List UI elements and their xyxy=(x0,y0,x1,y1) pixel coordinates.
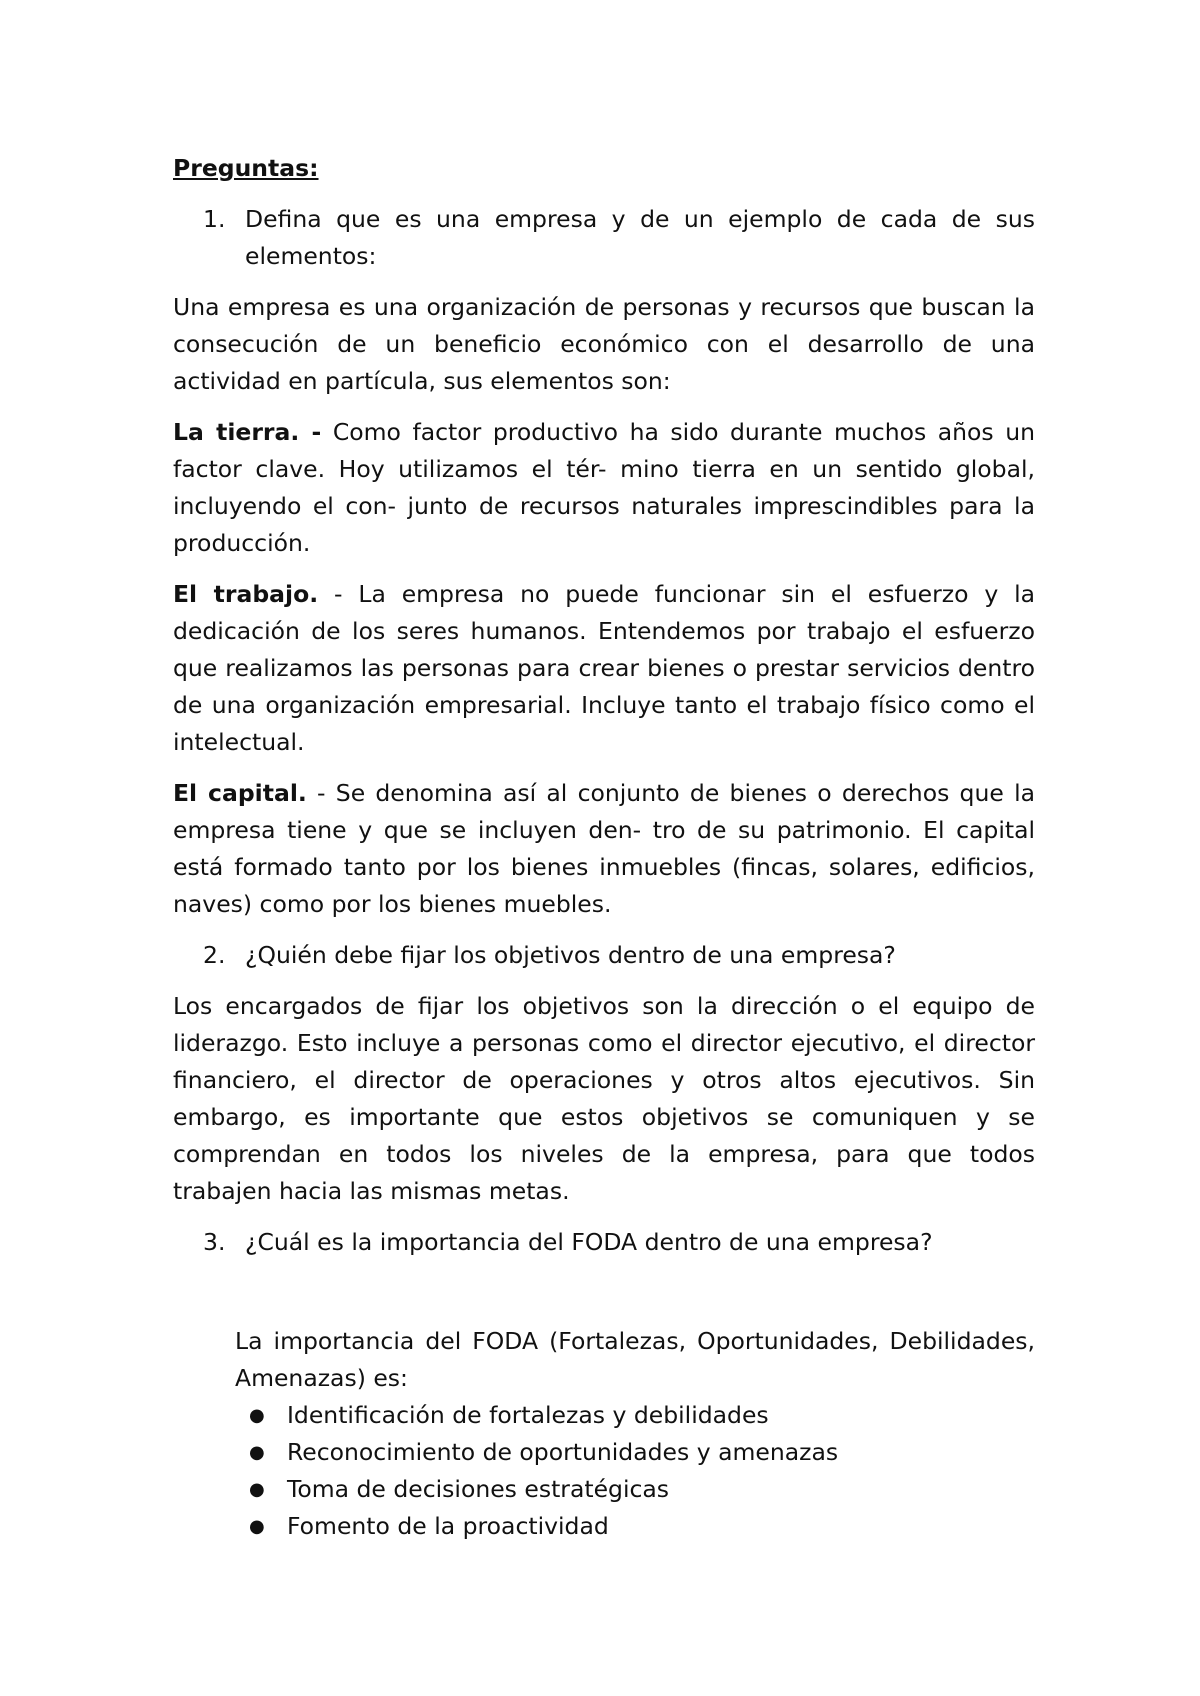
question-3-answer: La importancia del FODA (Fortalezas, Oportunidades, Debilidades, Amenazas) es: xyxy=(235,1327,1035,1392)
list-item-text: Toma de decisiones estratégicas xyxy=(287,1475,670,1503)
list-item-text: Fomento de la proactividad xyxy=(287,1512,609,1540)
element-tierra-term: La tierra. - xyxy=(173,418,322,446)
list-item-text: Identificación de fortalezas y debilidades xyxy=(287,1401,769,1429)
element-capital-text: - Se denomina así al conjunto de bienes o derechos que la empresa tiene y que se incluyen den- tro de su patrimonio. El capital está formado tanto por los bienes inmuebles (fincas, solares, edificios, naves) como por los bienes muebles. xyxy=(173,779,1035,918)
document-content xyxy=(173,150,1035,1545)
bullet-icon: ● xyxy=(249,1405,265,1426)
element-trabajo-term: El trabajo. xyxy=(173,580,319,608)
question-2-answer: Los encargados de fijar los objetivos son la dirección o el equipo de liderazgo. Esto incluye a personas como el director ejecutivo, el director financiero, el director de operaciones y otros altos ejecutivos. Sin embargo, es importante que estos objetivos se comuniquen y se comprendan en todos los niveles de la empresa, para que todos trabajen hacia las mismas metas. xyxy=(173,992,1035,1205)
question-3-text: ¿Cuál es la importancia del FODA dentro de una empresa? xyxy=(245,1228,933,1256)
question-3 xyxy=(173,1224,1035,1261)
bullet-icon: ● xyxy=(249,1516,265,1537)
list-item xyxy=(235,1508,1035,1545)
bullet-icon: ● xyxy=(249,1442,265,1463)
list-item xyxy=(235,1471,1035,1508)
element-trabajo xyxy=(173,576,1035,761)
question-2 xyxy=(173,937,1035,974)
foda-bullet-list xyxy=(235,1397,1035,1545)
document-heading: Preguntas: xyxy=(173,154,319,182)
question-3-answer-block xyxy=(235,1323,1035,1545)
question-1 xyxy=(173,201,1035,275)
question-1-number: 1. xyxy=(203,205,226,233)
question-3-number: 3. xyxy=(203,1228,226,1256)
bullet-icon: ● xyxy=(249,1479,265,1500)
element-tierra-text: Como factor productivo ha sido durante muchos años un factor clave. Hoy utilizamos el tér- mino tierra en un sentido global, incluyendo el con- junto de recursos naturales imprescindibles para la producción. xyxy=(173,418,1036,557)
element-capital xyxy=(173,775,1035,923)
list-item-text: Reconocimiento de oportunidades y amenazas xyxy=(287,1438,839,1466)
blank-line xyxy=(173,1275,1035,1323)
question-2-text: ¿Quién debe fijar los objetivos dentro de una empresa? xyxy=(245,941,896,969)
element-trabajo-text: - La empresa no puede funcionar sin el esfuerzo y la dedicación de los seres humanos. Entendemos por trabajo el esfuerzo que realizamos las personas para crear bienes o prestar servicios dentro de una organización empresarial. Incluye tanto el trabajo físico como el intelectual. xyxy=(173,580,1036,756)
element-tierra xyxy=(173,414,1035,562)
question-2-number: 2. xyxy=(203,941,226,969)
question-1-answer: Una empresa es una organización de personas y recursos que buscan la consecución de un beneficio económico con el desarrollo de una actividad en partícula, sus elementos son: xyxy=(173,293,1035,395)
list-item xyxy=(235,1434,1035,1471)
question-1-text: Defina que es una empresa y de un ejemplo de cada de sus elementos: xyxy=(245,205,1035,270)
list-item xyxy=(235,1397,1035,1434)
element-capital-term: El capital. xyxy=(173,779,307,807)
